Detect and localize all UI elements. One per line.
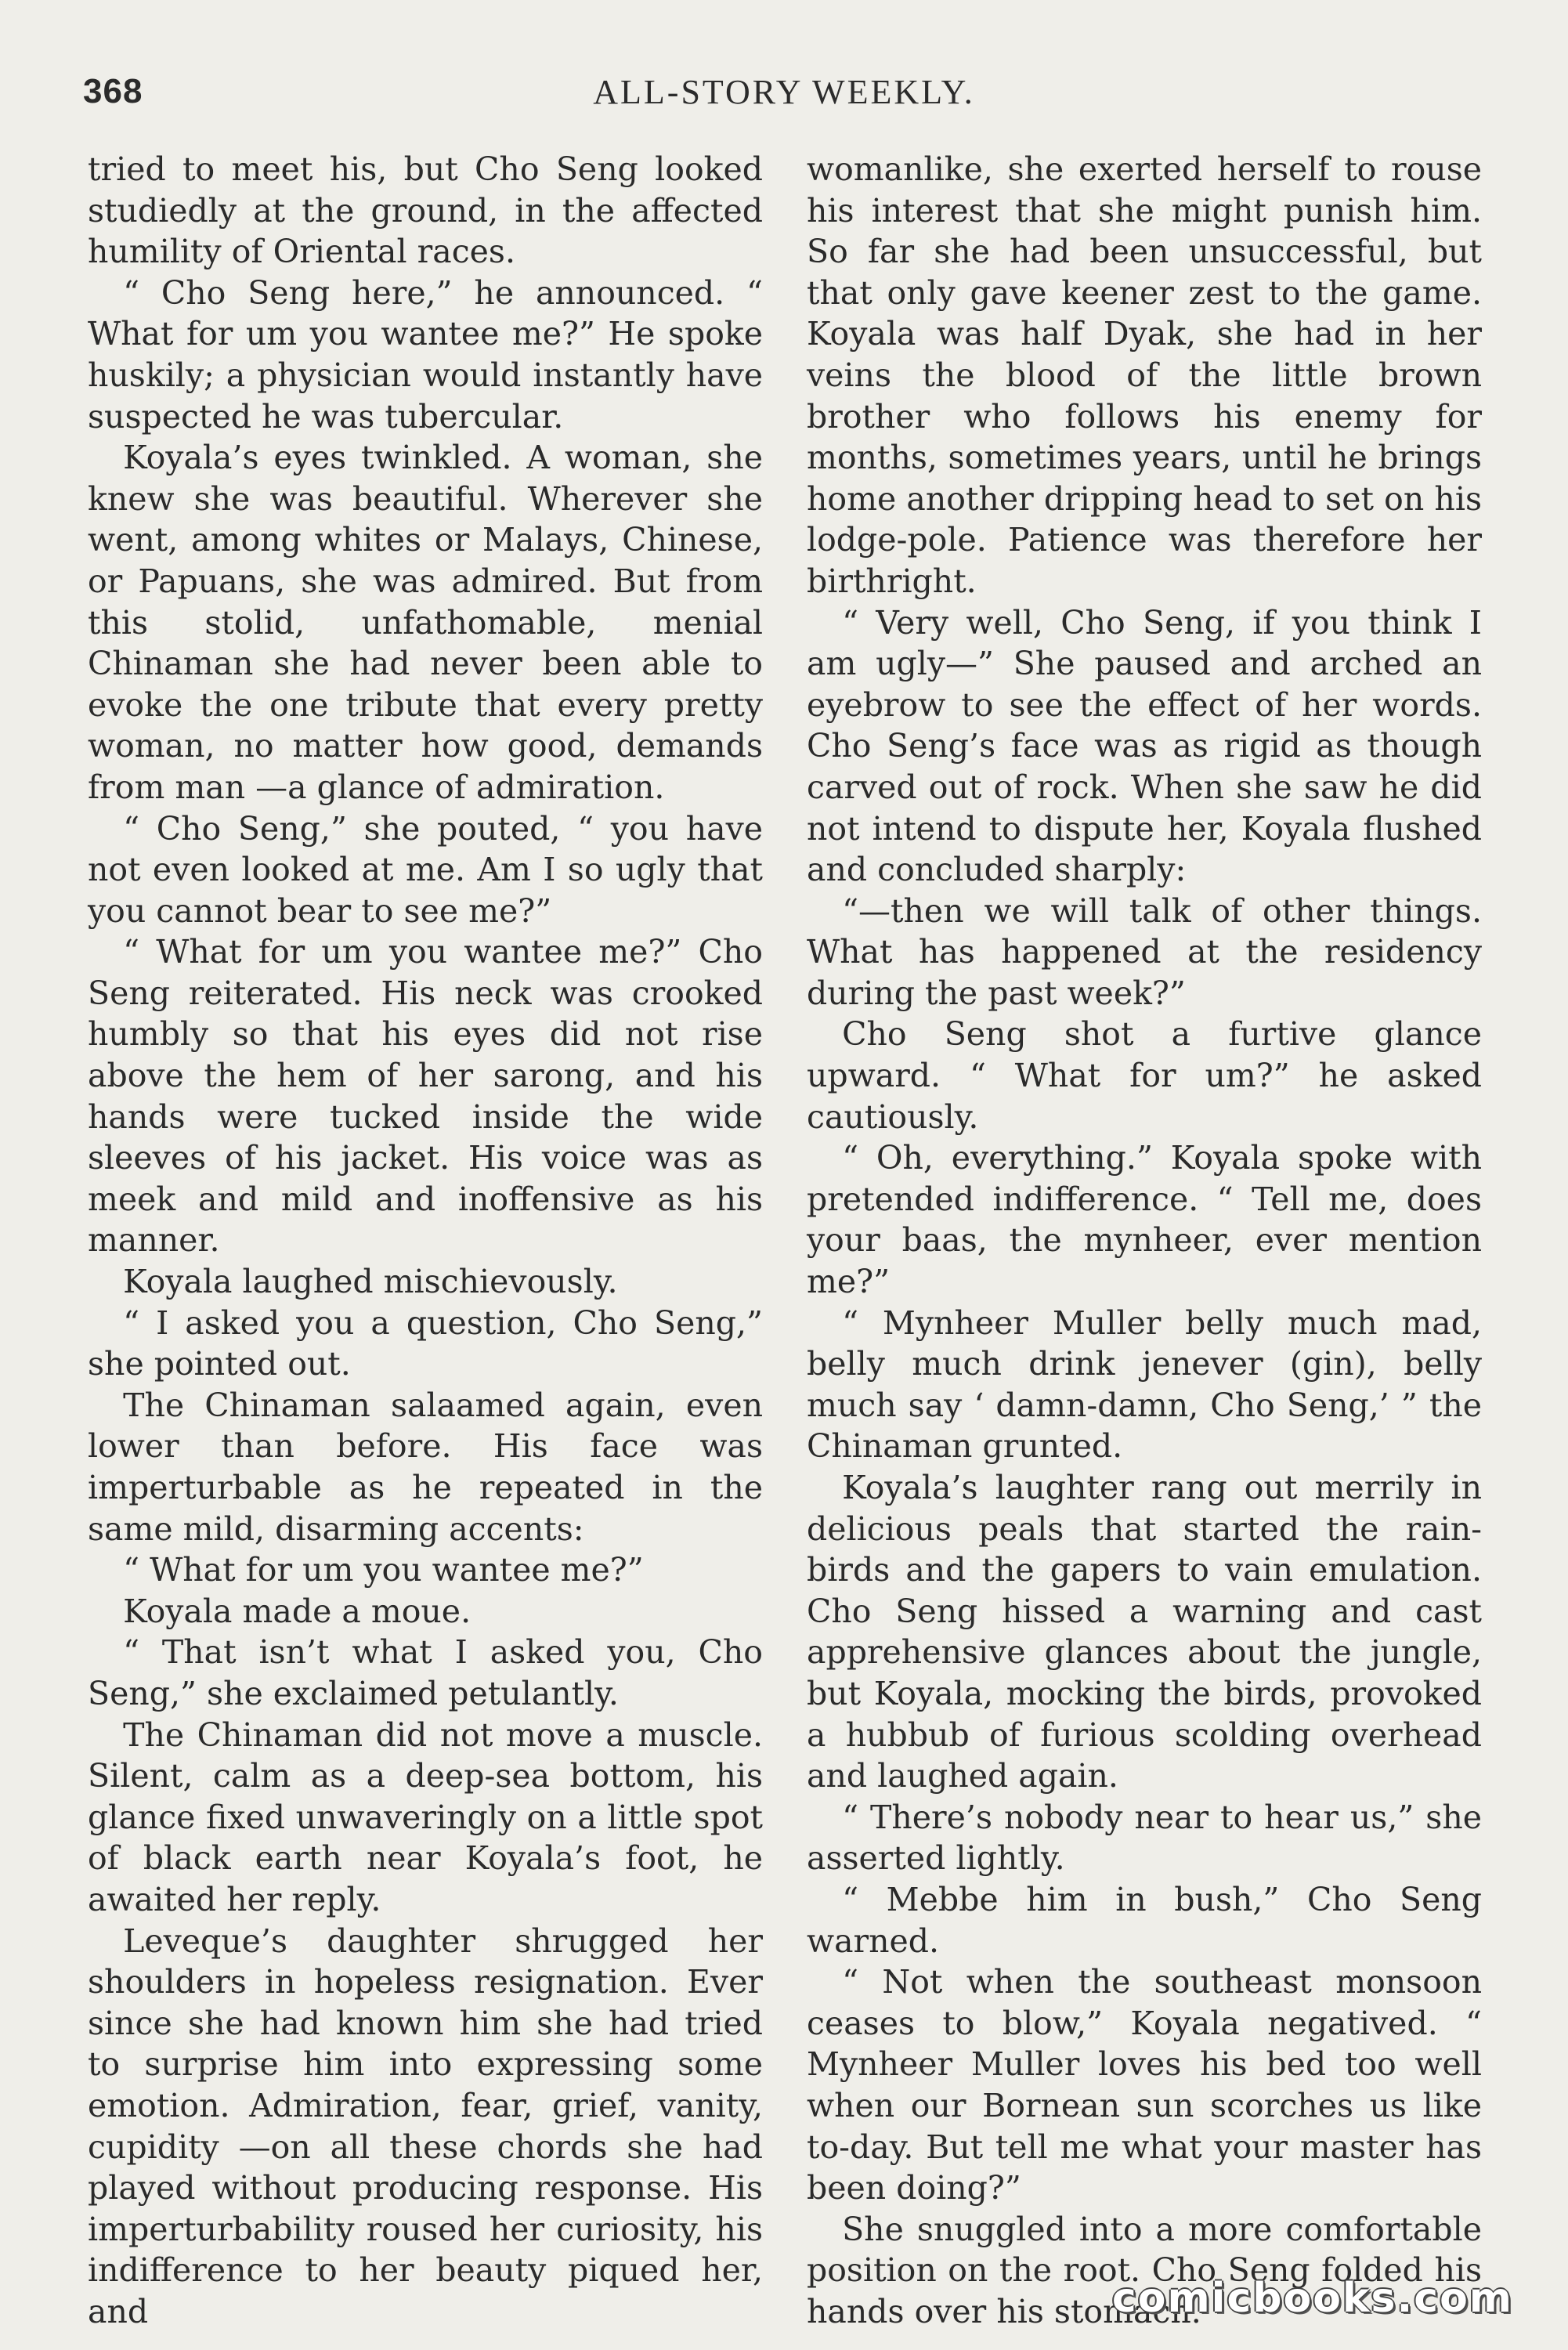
paragraph: “ Mynheer Muller belly much mad, belly much drink jenever (gin), belly much say ‘ damn-damn, Cho Seng,’ ” the Chinaman grunted. xyxy=(807,1303,1482,1466)
paragraph: Koyala made a moue. xyxy=(123,1592,471,1630)
paragraph: “ I asked you a question, Cho Seng,” she pointed out. xyxy=(88,1303,763,1383)
right-column xyxy=(807,149,1482,2332)
paragraph: “ Very well, Cho Seng, if you think I am ugly—” She paused and arched an eyebrow to see the effect of her words. Cho Seng’s face was as rigid as though carved out of rock. When she saw he did not intend to dispute her, Koyala flushed and concluded sharply: xyxy=(807,603,1482,889)
paragraph: “—then we will talk of other things. What has happened at the residency during the past week?” xyxy=(807,891,1482,1012)
paragraph: tried to meet his, but Cho Seng looked studiedly at the ground, in the affected humility of Oriental races. xyxy=(88,150,763,271)
page-number: 368 xyxy=(83,72,143,110)
paragraph: “ There’s nobody near to hear us,” she asserted lightly. xyxy=(807,1798,1482,1878)
paragraph: The Chinaman salaamed again, even lower than before. His face was imperturbable as he repeated in the same mild, disarming accents: xyxy=(88,1386,763,1548)
watermark-logo: comicbooks.com xyxy=(1111,2275,1513,2322)
paragraph: womanlike, she exerted herself to rouse his interest that she might punish him. So far she had been unsuccessful, but that only gave keener zest to the game. Koyala was half Dyak, she had in her veins the blood of the little brown brother who follows his enemy for months, sometimes years, until he brings home another dripping head to set on his lodge-pole. Patience was therefore her birthright. xyxy=(807,150,1482,600)
paragraph: “ Cho Seng,” she pouted, “ you have not even looked at me. Am I so ugly that you cannot bear to see me?” xyxy=(88,809,763,930)
paragraph: Koyala’s laughter rang out merrily in delicious peals that started the rain-birds and the gapers to vain emulation. Cho Seng hissed a warning and cast apprehensive glances about the jungle, but Koyala, mocking the birds, provoked a hubbub of furious scolding overhead and laughed again. xyxy=(807,1469,1482,1795)
paragraph: “ Not when the southeast monsoon ceases to blow,” Koyala negatived. “ Mynheer Muller loves his bed too well when our Bornean sun scorches us like to-day. But tell me what your master has been doing?” xyxy=(807,1963,1482,2207)
paragraph: Leveque’s daughter shrugged her shoulders in hopeless resignation. Ever since she had known him she had tried to surprise him into expressing some emotion. Admiration, fear, grief, vanity, cupidity —on all these chords she had played without producing response. His imperturbability roused her curiosity, his indifference to her beauty piqued her, and xyxy=(88,1922,763,2330)
left-column xyxy=(88,149,763,2332)
running-head: ALL-STORY WEEKLY. xyxy=(593,73,975,111)
page-header xyxy=(0,72,1568,119)
paragraph: “ Oh, everything.” Koyala spoke with pretended indifference. “ Tell me, does your baas, the mynheer, ever mention me?” xyxy=(807,1139,1482,1301)
paragraph: Koyala laughed mischievously. xyxy=(123,1263,618,1301)
paragraph: “ What for um you wantee me?” xyxy=(123,1551,644,1589)
paragraph: “ That isn’t what I asked you, Cho Seng,” she exclaimed petulantly. xyxy=(88,1633,763,1712)
paragraph: “ Cho Seng here,” he announced. “ What for um you wantee me?” He spoke huskily; a physician would instantly have suspected he was tubercular. xyxy=(88,273,763,436)
paragraph: She snuggled into a more comfortable position on the root. Cho Seng folded his hands over his stomach. xyxy=(807,2210,1482,2330)
paragraph: Cho Seng shot a furtive glance upward. “ What for um?” he asked cautiously. xyxy=(807,1015,1482,1136)
paragraph: Koyala’s eyes twinkled. A woman, she knew she was beautiful. Wherever she went, among whites or Malays, Chinese, or Papuans, she was admired. But from this stolid, unfathomable, menial Chinaman she had never been able to evoke the one tribute that every pretty woman, no matter how good, demands from man —a glance of admiration. xyxy=(88,439,763,806)
paragraph: The Chinaman did not move a muscle. Silent, calm as a deep-sea bottom, his glance fixed unwaveringly on a little spot of black earth near Koyala’s foot, he awaited her reply. xyxy=(88,1716,763,1918)
paragraph: “ Mebbe him in bush,” Cho Seng warned. xyxy=(807,1880,1482,1960)
paragraph: “ What for um you wantee me?” Cho Seng reiterated. His neck was crooked humbly so that his eyes did not rise above the hem of her sarong, and his hands were tucked inside the wide sleeves of his jacket. His voice was as meek and mild and inoffensive as his manner. xyxy=(88,933,763,1260)
